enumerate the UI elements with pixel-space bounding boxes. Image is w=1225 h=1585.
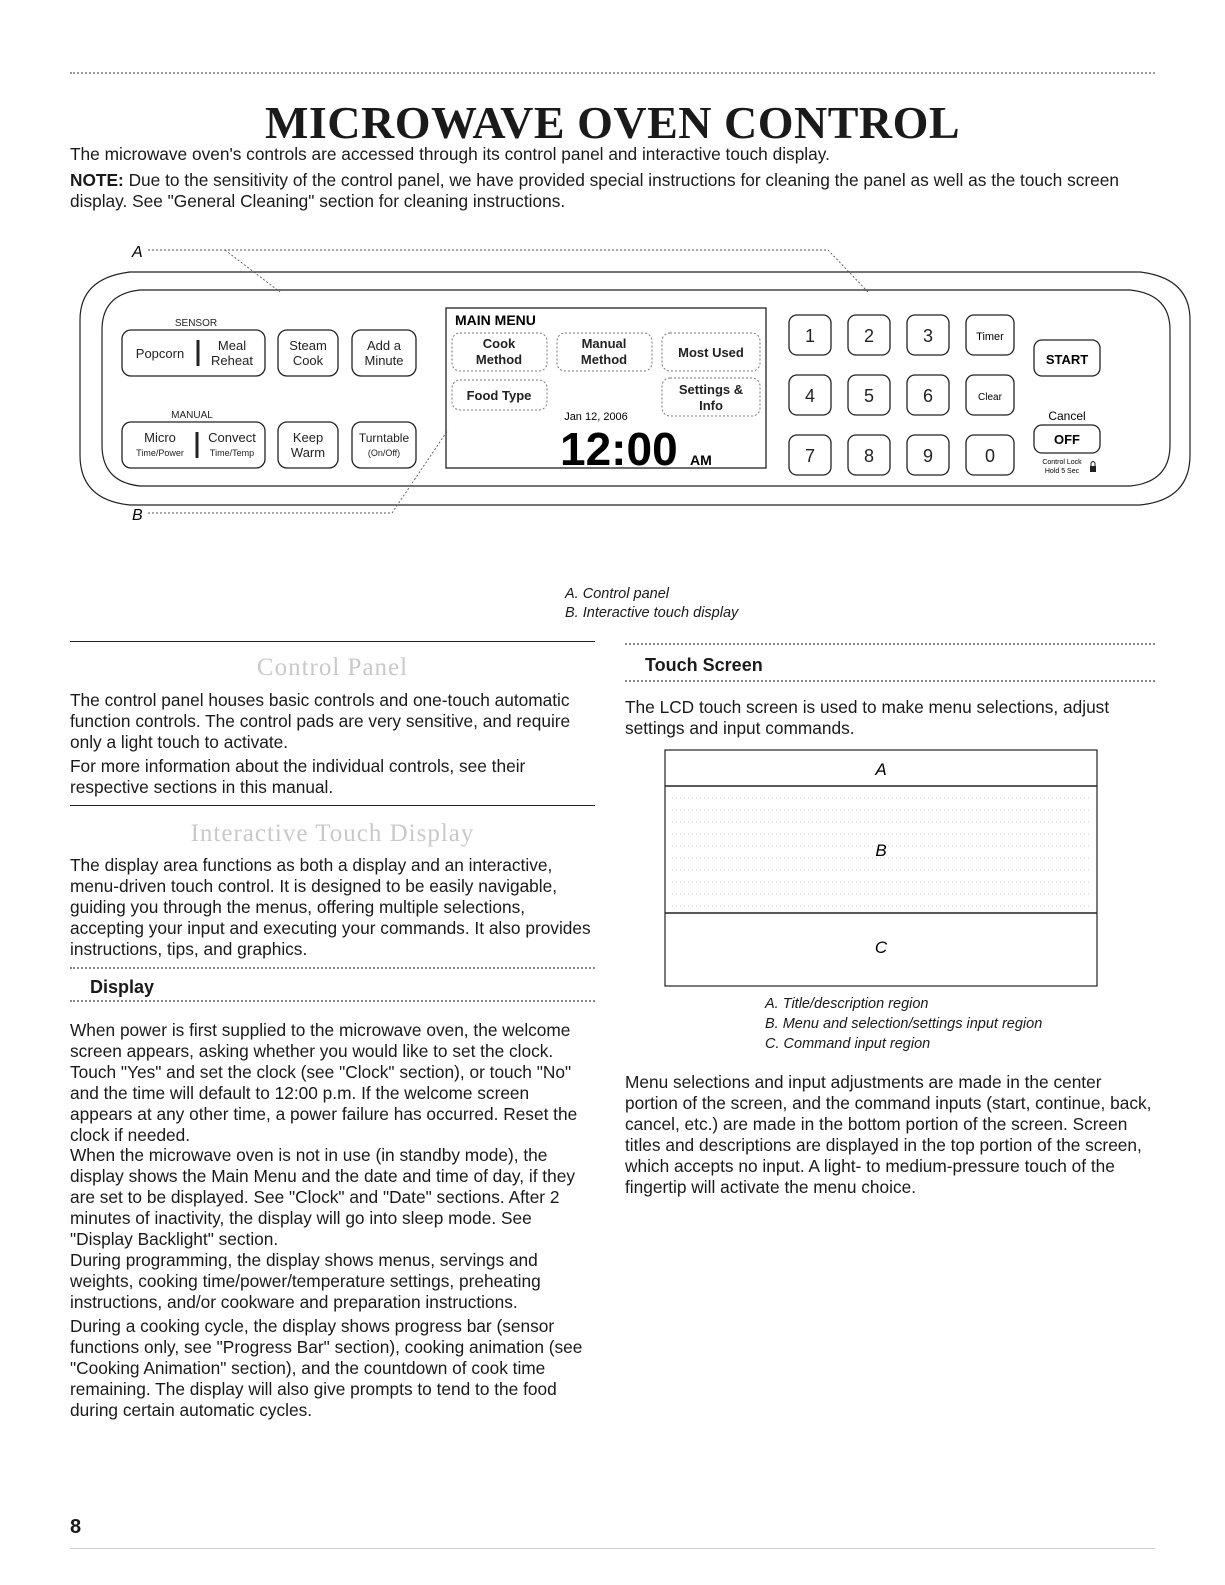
key-9: 9 [922,446,934,466]
region-c-label: C [874,938,888,957]
figure-caption-b: B. Interactive touch display [565,605,739,621]
page-number: 8 [70,1516,82,1538]
display-paragraph-3: During programming, the display shows menus, servings and weights, cooking time/power/temperature settings, preheating instructions, and/or cookware and preparation instructions. [70,1250,541,1312]
top-rule [70,72,1155,74]
control-lock-line1: Control Lock [1042,459,1082,466]
sensor-label: SENSOR [174,318,218,329]
touch-display-paragraph: The display area functions as both a display and an interactive, menu-driven touch control. It is designed to be easily navigable, guiding you through the menus, offering multiple selections, accepting your input and executing your commands. It also provides instructions, tips, and graphics. [70,855,591,959]
meal-reheat-button-line2: Reheat [211,353,253,368]
key-1: 1 [804,326,816,346]
left-rule-2 [70,805,595,806]
clear-key: Clear [978,392,1002,403]
key-6: 6 [922,386,934,406]
touch-screen-regions-diagram [660,748,1105,993]
convect-button-line2: Time/Temp [209,448,255,458]
display-food-type: Food Type [466,388,532,403]
page-title: MICROWAVE OVEN CONTROL [264,97,961,148]
keep-warm-button-line1: Keep [292,430,324,445]
keep-warm-button-line2: Warm [290,445,326,460]
callout-a: A [132,244,143,261]
turntable-button-line2: (On/Off) [367,448,401,458]
key-4: 4 [804,386,816,406]
display-paragraph-2: When the microwave oven is not in use (in standby mode), the display shows the Main Menu and the date and time of day, if they are set to be displayed. See "Clock" and "Date" sections. After 2 minutes of inactivity, the display will go into sleep mode. See "Display Backlight" section. [70,1145,575,1249]
add-minute-button-line2: Minute [364,353,404,368]
convect-button-line1: Convect [208,430,256,445]
display-heading: Display [90,977,155,997]
control-panel-heading: Control Panel [256,654,409,681]
region-b-label: B [875,841,887,860]
display-time: 12:00 [560,423,678,475]
region-caption-c: C. Command input region [765,1036,931,1052]
right-dotted-rule-2 [625,680,1155,682]
key-8: 8 [863,446,875,466]
touch-display-heading: Interactive Touch Display [190,820,475,847]
display-manual-method-line2: Method [580,352,628,367]
turntable-button-line1: Turntable [358,431,410,445]
touch-screen-paragraph-2: Menu selections and input adjustments are made in the center portion of the screen, and the command inputs (start, continue, back, cancel, etc.) are made in the bottom portion of the screen. Screen titles and descriptions are displayed in the top portion of the screen, which accepts no input. A light- to medium-pressure touch of the fingertip will activate the menu choice. [625,1072,1152,1197]
right-dotted-rule-1 [625,643,1155,645]
left-dotted-rule-1 [70,967,595,969]
region-a-label: A [875,760,887,779]
note-text: Due to the sensitivity of the control panel, we have provided special instructions for cleaning the panel as well as the touch screen display. See "General Cleaning" section for cleaning instructions. [70,170,1119,211]
note-label: NOTE: [70,170,124,190]
popcorn-button: Popcorn [135,346,185,361]
display-settings-line2: Info [699,398,723,413]
display-paragraph-4: During a cooking cycle, the display shows progress bar (sensor functions only, see "Progress Bar" section), cooking animation (see "Cooking Animation" section), and the countdown of cook time remaining. The display will also give prompts to tend to the food during certain automatic cycles. [70,1316,583,1420]
add-minute-button-line1: Add a [367,338,401,353]
cancel-label: Cancel [1048,409,1086,423]
touch-screen-paragraph-1: The LCD touch screen is used to make menu selections, adjust settings and input commands. [625,697,1110,738]
key-0: 0 [984,446,996,466]
steam-cook-button-line2: Cook [292,353,324,368]
region-caption-b: B. Menu and selection/settings input region [765,1016,1043,1032]
left-dotted-rule-2 [70,1000,595,1002]
left-rule-1 [70,641,595,642]
control-panel-figure [0,230,1225,590]
figure-caption-a: A. Control panel [565,586,669,602]
steam-cook-button-line1: Steam [289,338,327,353]
manual-label: MANUAL [171,410,213,421]
display-date: Jan 12, 2006 [564,411,628,423]
bottom-rule [70,1548,1155,1549]
display-cook-method-line1: Cook [482,336,516,351]
lock-icon [1090,462,1096,473]
start-key: START [1045,352,1089,367]
control-lock-line2: Hold 5 Sec [1044,468,1080,475]
callout-b: B [132,507,143,524]
meal-reheat-button-line1: Meal [217,338,247,353]
key-3: 3 [922,326,934,346]
off-key: OFF [1054,432,1080,447]
micro-button-line2: Time/Power [136,448,184,458]
display-paragraph-1: When power is first supplied to the microwave oven, the welcome screen appears, asking whether you would like to set the clock. Touch "Yes" and set the clock (see "Clock" section), or touch "No" and the time will default to 12:00 p.m. If the welcome screen appears at any other time, a power failure has occurred. Reset the clock if needed. [70,1020,578,1145]
intro-paragraph: The microwave oven's controls are accessed through its control panel and interactive touch display. [70,144,830,164]
micro-button-line1: Micro [144,430,176,445]
key-2: 2 [863,326,875,346]
display-settings-line1: Settings & [678,382,744,397]
region-caption-a: A. Title/description region [765,996,929,1012]
key-5: 5 [863,386,875,406]
timer-key: Timer [976,331,1004,343]
key-7: 7 [804,446,816,466]
display-menu-title: MAIN MENU [455,312,536,328]
display-cook-method-line2: Method [475,352,523,367]
display-ampm: AM [690,452,712,468]
note-paragraph [70,170,1160,212]
control-panel-paragraph-1: The control panel houses basic controls and one-touch automatic function controls. The control pads are very sensitive, and require only a light touch to activate. [70,690,571,752]
display-most-used: Most Used [678,345,744,360]
display-manual-method-line1: Manual [581,336,627,351]
touch-screen-heading: Touch Screen [645,655,763,675]
control-panel-paragraph-2: For more information about the individual controls, see their respective sections in this manual. [70,756,526,797]
